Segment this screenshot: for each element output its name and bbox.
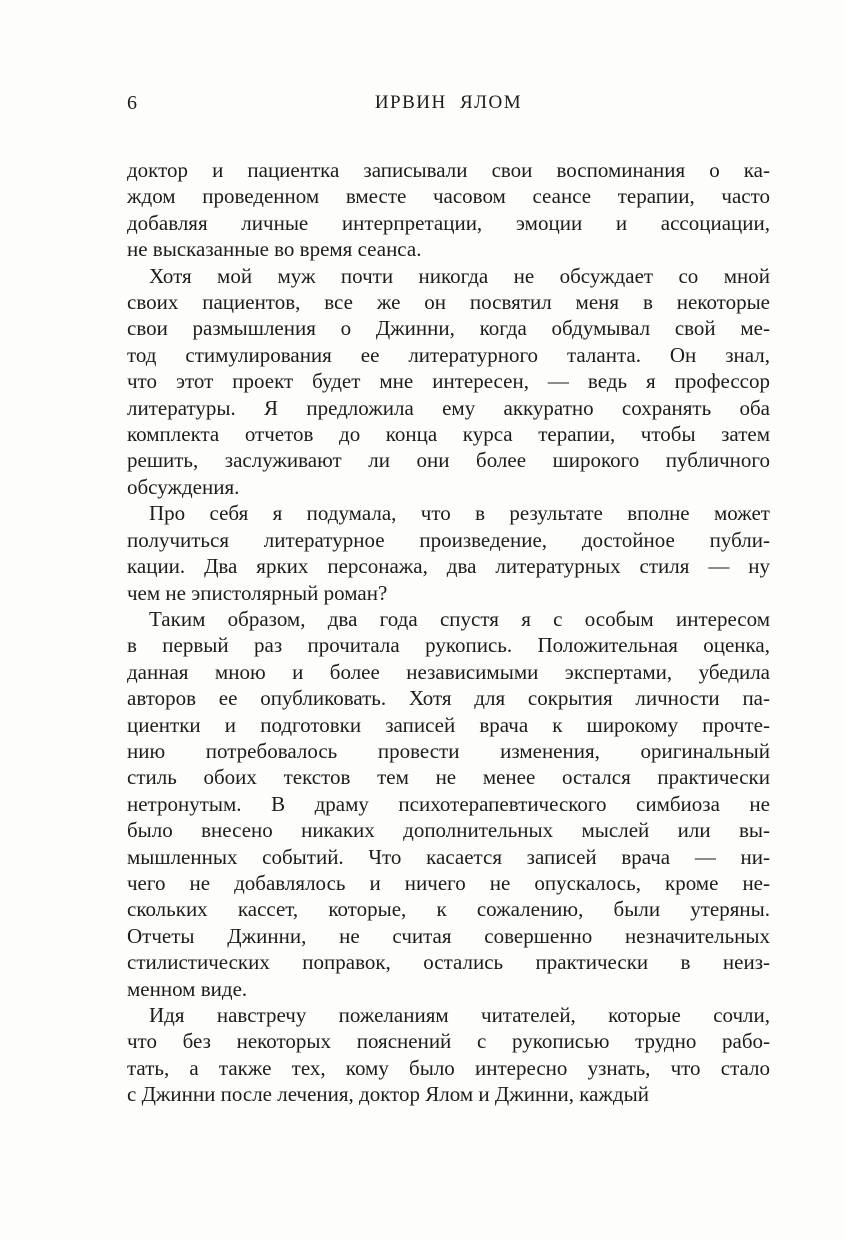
- text-line: чем не эпистолярный роман?: [127, 580, 388, 605]
- text-line: решить, заслуживают ли они более широкого публичного: [127, 448, 770, 473]
- text-line: Таким образом, два года спустя я с особым интересом: [149, 606, 770, 631]
- text-line: доктор и пациентка записывали свои воспоминания о ка-: [127, 158, 770, 182]
- text-line: менном виде.: [127, 976, 248, 1001]
- text-line: не высказанные во время сеанса.: [127, 237, 422, 262]
- text-line: данная мною и более независимыми экспертами, убедила: [127, 659, 770, 684]
- text-line: что без некоторых пояснений с рукописью трудно рабо-: [127, 1029, 770, 1054]
- text-line: свои размышления о Джинни, когда обдумывал свой ме-: [127, 316, 770, 341]
- text-line: Хотя мой муж почти никогда не обсуждает со мной: [149, 263, 770, 288]
- text-line: мышленных событий. Что касается записей врача — ни-: [127, 844, 770, 869]
- paragraph: [127, 1002, 770, 1108]
- paragraph: [127, 157, 770, 263]
- text-line: получиться литературное произведение, достойное публи-: [127, 527, 770, 552]
- text-line: Про себя я подумала, что в результате вполне может: [149, 501, 770, 526]
- paragraph: [127, 263, 770, 501]
- text-line: Идя навстречу пожеланиям читателей, которые сочли,: [149, 1003, 770, 1027]
- text-line: чего не добавлялось и ничего не опускалось, кроме не-: [127, 870, 770, 895]
- text-line: Отчеты Джинни, не считая совершенно незначительных: [127, 923, 770, 948]
- text-line: тать, а также тех, кому было интересно узнать, что стало: [127, 1055, 770, 1080]
- text-line: было внесено никаких дополнительных мыслей или вы-: [127, 818, 770, 843]
- text-line: скольких кассет, которые, к сожалению, были утеряны.: [127, 897, 770, 922]
- text-line: авторов ее опубликовать. Хотя для сокрытия личности па-: [127, 686, 770, 711]
- text-line: стиль обоих текстов тем не менее остался практически: [127, 765, 770, 790]
- text-line: в первый раз прочитала рукопись. Положительная оценка,: [127, 633, 770, 658]
- body-text: [127, 157, 770, 1108]
- page-header: [127, 92, 770, 116]
- text-line: стилистических поправок, остались практически в неиз-: [127, 950, 770, 975]
- text-line: с Джинни после лечения, доктор Ялом и Джинни, каждый: [127, 1082, 649, 1107]
- text-line: своих пациентов, все же он посвятил меня в некоторые: [127, 290, 770, 315]
- paragraph: [127, 500, 770, 606]
- text-line: нетронутым. В драму психотерапевтического симбиоза не: [127, 791, 770, 816]
- paragraph: [127, 606, 770, 1002]
- text-line: циентки и подготовки записей врача к широкому прочте-: [127, 712, 770, 737]
- page-number: 6: [127, 92, 137, 114]
- text-line: обсуждения.: [127, 474, 240, 499]
- text-line: комплекта отчетов до конца курса терапии, чтобы затем: [127, 422, 770, 447]
- text-line: добавляя личные интерпретации, эмоции и ассоциации,: [127, 210, 770, 235]
- text-line: нию потребовалось провести изменения, оригинальный: [127, 738, 770, 763]
- text-line: что этот проект будет мне интересен, — ведь я профессор: [127, 369, 770, 394]
- text-line: ждом проведенном вместе часовом сеансе терапии, часто: [127, 184, 770, 209]
- text-line: кации. Два ярких персонажа, два литературных стиля — ну: [127, 554, 770, 579]
- text-line: литературы. Я предложила ему аккуратно сохранять оба: [127, 395, 770, 420]
- running-head: ИРВИН ЯЛОМ: [374, 92, 523, 113]
- text-line: тод стимулирования ее литературного таланта. Он знал,: [127, 342, 770, 367]
